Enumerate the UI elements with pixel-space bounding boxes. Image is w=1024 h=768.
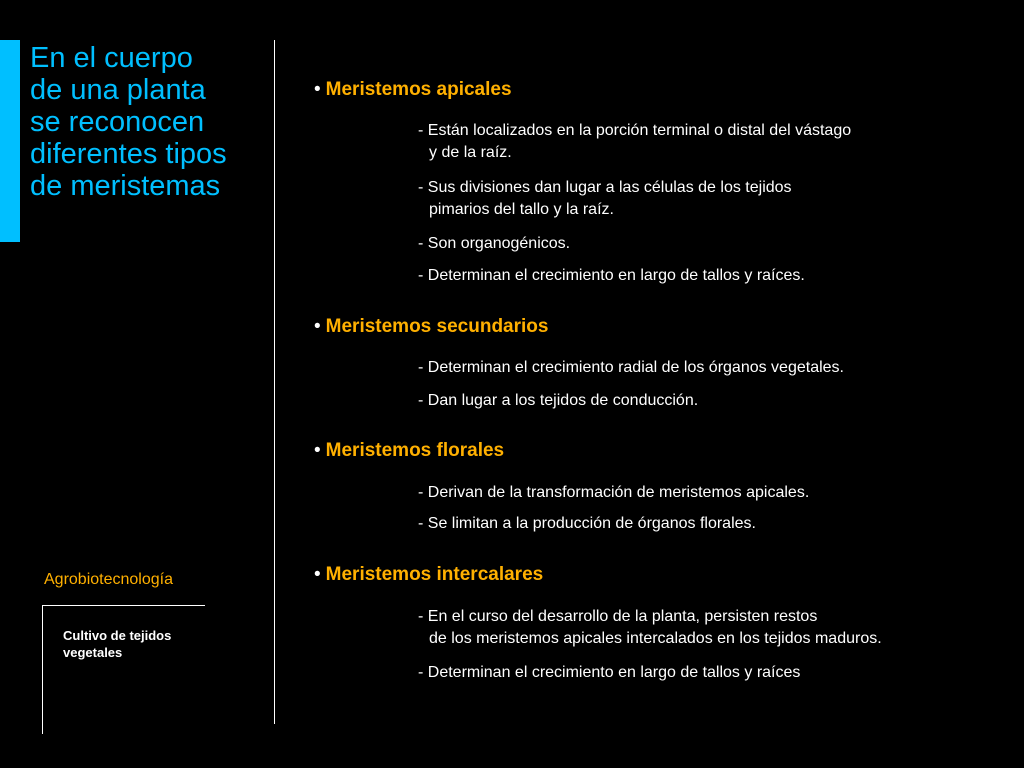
list-item — [418, 606, 882, 650]
slide-title — [30, 42, 270, 202]
section-heading — [314, 315, 1014, 339]
item-line: - Determinan el crecimiento radial de los órganos vegetales. — [418, 359, 844, 376]
bullet-icon: • — [314, 79, 321, 100]
section-heading — [314, 563, 1014, 587]
title-line: se reconocen — [30, 106, 205, 138]
item-line: - Son organogénicos. — [418, 235, 571, 252]
item-line: - Se limitan a la producción de órganos florales. — [418, 515, 756, 532]
accent-bar — [0, 40, 20, 242]
item-line: - Están localizados en la porción terminal o distal del vástago — [418, 122, 852, 139]
section-heading — [314, 439, 1014, 463]
title-line: diferentes tipos — [30, 138, 227, 170]
list-item — [418, 390, 698, 412]
section-apicales — [314, 78, 1014, 284]
list-item — [418, 177, 792, 221]
caption-line: Cultivo de tejidos — [63, 628, 172, 643]
item-line: - Determinan el crecimiento en largo de tallos y raíces. — [418, 267, 805, 284]
caption-frame — [42, 605, 205, 734]
title-line: de meristemas — [30, 170, 221, 202]
list-item — [418, 662, 800, 684]
bullet-icon: • — [314, 564, 321, 585]
title-line: En el cuerpo — [30, 42, 193, 74]
section-florales — [314, 439, 1014, 532]
item-line: - Derivan de la transformación de meristemos apicales. — [418, 484, 810, 501]
heading-text: Meristemos intercalares — [325, 564, 544, 585]
list-item — [418, 482, 809, 504]
brand-label: Agrobiotecnología — [44, 571, 173, 588]
title-line: de una planta — [30, 74, 206, 106]
section-secundarios — [314, 315, 1014, 409]
heading-text: Meristemos apicales — [325, 79, 512, 100]
list-item — [418, 513, 756, 535]
heading-text: Meristemos florales — [325, 440, 505, 461]
list-item — [418, 233, 570, 255]
item-line-continued: y de la raíz. — [429, 144, 512, 161]
caption-text — [63, 627, 213, 661]
heading-text: Meristemos secundarios — [325, 316, 549, 337]
bullet-icon: • — [314, 440, 321, 461]
section-intercalares — [314, 563, 1014, 681]
item-line-continued: de los meristemos apicales intercalados en los tejidos maduros. — [429, 630, 882, 647]
section-heading — [314, 78, 1014, 102]
list-item — [418, 265, 805, 287]
bullet-icon: • — [314, 316, 321, 337]
caption-line: vegetales — [63, 645, 123, 660]
item-line: - En el curso del desarrollo de la planta, persisten restos — [418, 608, 818, 625]
list-item — [418, 357, 844, 379]
item-line: - Dan lugar a los tejidos de conducción. — [418, 392, 699, 409]
vertical-divider — [274, 40, 275, 724]
list-item — [418, 120, 851, 164]
item-line: - Determinan el crecimiento en largo de tallos y raíces — [418, 664, 801, 681]
item-line-continued: pimarios del tallo y la raíz. — [429, 201, 614, 218]
item-line: - Sus divisiones dan lugar a las células de los tejidos — [418, 179, 792, 196]
